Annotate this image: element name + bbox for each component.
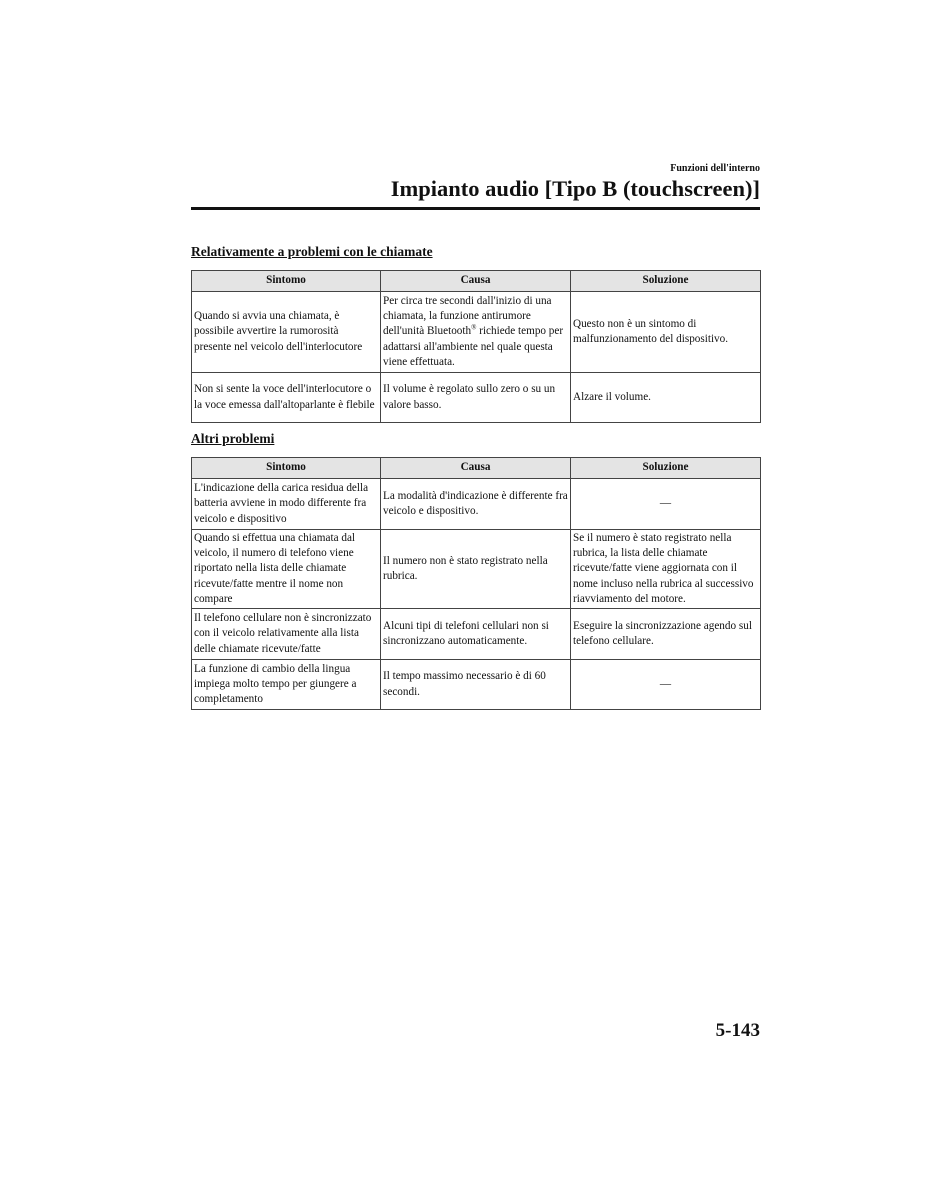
causa-text-part: Per circa tre secondi dall'inizio di una chiamata, la funzione antirumore dell'unità Bluetooth bbox=[383, 294, 552, 338]
cell-causa: Il numero non è stato registrato nella rubrica. bbox=[381, 530, 571, 609]
cell-soluzione: Questo non è un sintomo di malfunzionamento del dispositivo. bbox=[571, 292, 761, 373]
column-header-soluzione: Soluzione bbox=[571, 271, 761, 292]
page-title: Impianto audio [Tipo B (touchscreen)] bbox=[390, 176, 760, 201]
cell-soluzione: — bbox=[571, 479, 761, 530]
other-problems-table bbox=[191, 457, 761, 710]
column-header-causa: Causa bbox=[381, 271, 571, 292]
column-header-sintomo: Sintomo bbox=[192, 458, 381, 479]
cell-sintomo: Il telefono cellulare non è sincronizzato con il veicolo relativamente alla lista delle chiamate ricevute/fatte bbox=[192, 609, 381, 660]
title-rule bbox=[191, 207, 760, 210]
table-row bbox=[192, 479, 761, 530]
cell-causa: Il volume è regolato sullo zero o su un valore basso. bbox=[381, 373, 571, 423]
cell-sintomo: La funzione di cambio della lingua impiega molto tempo per giungere a completamento bbox=[192, 660, 381, 710]
table-row bbox=[192, 292, 761, 373]
table-header-row bbox=[192, 271, 761, 292]
column-header-sintomo: Sintomo bbox=[192, 271, 381, 292]
cell-sintomo: Non si sente la voce dell'interlocutore o la voce emessa dall'altoparlante è flebile bbox=[192, 373, 381, 423]
call-problems-table bbox=[191, 270, 761, 423]
table-row bbox=[192, 373, 761, 423]
column-header-causa: Causa bbox=[381, 458, 571, 479]
cell-causa: Il tempo massimo necessario è di 60 secondi. bbox=[381, 660, 571, 710]
cell-sintomo: Quando si avvia una chiamata, è possibile avvertire la rumorosità presente nel veicolo dell'interlocutore bbox=[192, 292, 381, 373]
table-header-row bbox=[192, 458, 761, 479]
heading-other-problems: Altri problemi bbox=[191, 431, 275, 446]
column-header-soluzione: Soluzione bbox=[571, 458, 761, 479]
page-number: 5-143 bbox=[715, 1020, 760, 1041]
cell-soluzione: — bbox=[571, 660, 761, 710]
registered-mark: ® bbox=[471, 323, 477, 332]
cell-causa: Alcuni tipi di telefoni cellulari non si sincronizzano automaticamente. bbox=[381, 609, 571, 660]
causa-text-part: richiede tempo per adattarsi all'ambiente nel quale questa viene effettuata. bbox=[383, 325, 564, 368]
cell-sintomo: Quando si effettua una chiamata dal veicolo, il numero di telefono viene riportato nella lista delle chiamate ricevute/fatte mentre il nome non compare bbox=[192, 530, 381, 609]
table-row bbox=[192, 530, 761, 609]
cell-soluzione: Alzare il volume. bbox=[571, 373, 761, 423]
cell-soluzione: Eseguire la sincronizzazione agendo sul telefono cellulare. bbox=[571, 609, 761, 660]
cell-causa bbox=[381, 292, 571, 373]
cell-soluzione: Se il numero è stato registrato nella rubrica, la lista delle chiamate ricevute/fatte viene aggiornata con il nome incluso nella rubrica al successivo riavviamento del motore. bbox=[571, 530, 761, 609]
table-row bbox=[192, 660, 761, 710]
cell-sintomo: L'indicazione della carica residua della batteria avviene in modo differente fra veicolo e dispositivo bbox=[192, 479, 381, 530]
cell-causa: La modalità d'indicazione è differente fra veicolo e dispositivo. bbox=[381, 479, 571, 530]
table-row bbox=[192, 609, 761, 660]
section-header: Funzioni dell'interno bbox=[670, 163, 760, 174]
heading-call-problems: Relativamente a problemi con le chiamate bbox=[191, 244, 433, 259]
